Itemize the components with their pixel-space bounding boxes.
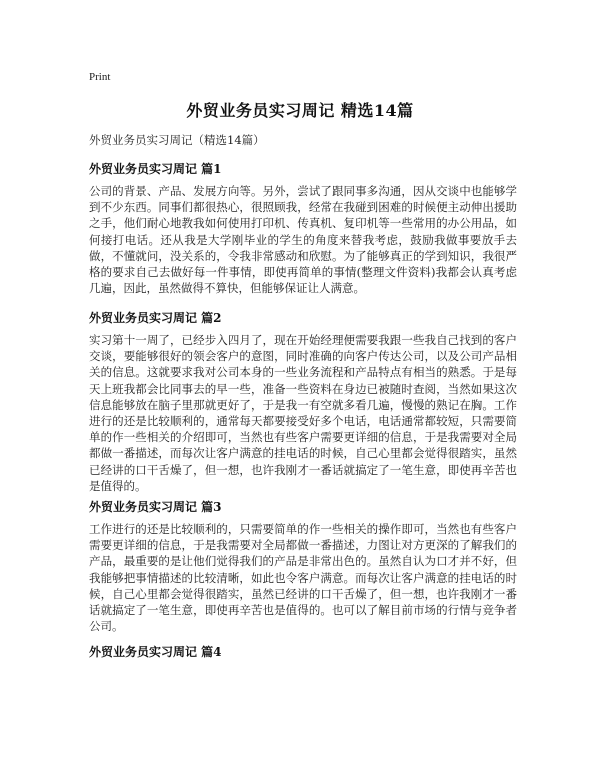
section-heading-2: 外贸业务员实习周记 篇2 [89, 311, 222, 325]
section-body-3: 工作进行的还是比较顺利的，只需要简单的作一些相关的操作即可，当然也有些客户需要更详细的信息，于是我需要对全局都做一番描述，力图让对方更深的了解我们的产品，最重要的是让他们觉得我们的产品是非常出色的。虽然自认为口才并不好，但我能够把事情描述的比较清晰，如此也令客户满意。而每次让客户满意的挂电话的时候，自己心里都会觉得很踏实，虽然已经讲的口干舌燥了，但一想，也许我刚才一番话就搞定了一笔生意，即使再辛苦也是值得的。也可以了解目前市场的行情与竞争者公司。 [89, 522, 517, 634]
section-body-1: 公司的背景、产品、发展方向等。另外，尝试了跟同事多沟通，因从交谈中也能够学到不少东西。同事们都很热心，很照顾我，经常在我碰到困难的时候便主动伸出援助之手，他们耐心地教我如何使用打印机、传真机、复印机等一些常用的办公用品，如何接打电话。还从我是大学刚毕业的学生的角度来替我考虑，鼓励我做事要放手去做，不懂就问，没关系的，令我非常感动和欣慰。为了能够真正的学到知识，我很严格的要求自己去做好每一件事情，即使再简单的事情(整理文件资料)我都会认真考虑几遍，因此，虽然做得不算快，但能够保证让人满意。 [89, 184, 517, 296]
section-heading-3: 外贸业务员实习周记 篇3 [89, 500, 222, 514]
print-label: Print [89, 71, 111, 83]
section-body-2: 实习第十一周了，已经步入四月了，现在开始经理便需要我跟一些我自己找到的客户交谈，要能够很好的领会客户的意图，同时准确的向客户传达公司，以及公司产品相关的信息。这就要求我对公司本身的一些业务流程和产品特点有相当的熟悉。于是每天上班我都会比同事去的早一些，准备一些资料在身边已被随时查阅，当然如果这次信息能够放在脑子里那就更好了，于是我一有空就多看几遍，慢慢的熟记在胸。工作进行的还是比较顺利的，通常每天都要接受好多个电话，电话通常都较短，只需要简单的作一些相关的介绍即可，当然也有些客户需要更详细的信息，于是我需要对全局都做一番描述，而每次让客户满意的挂电话的时候，自己心里都会觉得很踏实，虽然已经讲的口干舌燥了，但一想，也许我刚才一番话就搞定了一笔生意，即使再辛苦也是值得的。 [89, 333, 517, 493]
section-heading-4: 外贸业务员实习周记 篇4 [89, 645, 222, 659]
section-heading-1: 外贸业务员实习周记 篇1 [89, 162, 222, 176]
document-subtitle: 外贸业务员实习周记（精选14篇） [89, 133, 265, 147]
document-title: 外贸业务员实习周记 精选14篇 [186, 101, 414, 120]
